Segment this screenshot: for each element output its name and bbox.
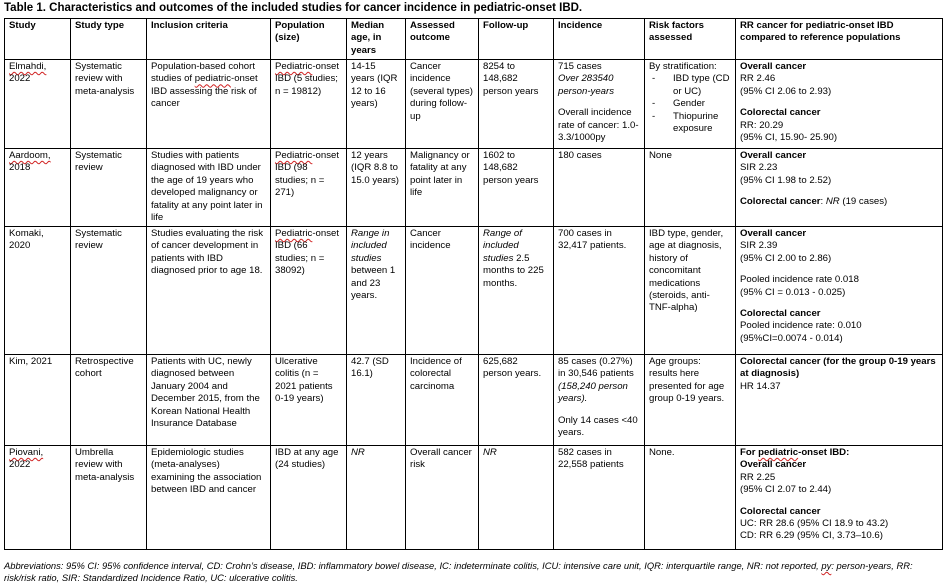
header-population: Population (size) <box>271 19 347 60</box>
type-cell: Umbrella review with meta-analysis <box>71 446 147 550</box>
rr-cell: Overall cancer SIR 2.39 (95% CI 2.00 to 2.86) Pooled incidence rate 0.018 (95% CI = 0.013 - 0.025) Colorectal cancer Pooled incidence rate: 0.010 (95%CI=0.0074 - 0.014) <box>736 227 943 355</box>
incidence-cell: 85 cases (0.27%) in 30,546 patients (158,240 person years). Only 14 cases <40 years. <box>554 355 645 446</box>
header-inclusion: Inclusion criteria <box>147 19 271 60</box>
header-rr: RR cancer for pediatric-onset IBD compared to reference populations <box>736 19 943 60</box>
rr-cell: Overall cancer RR 2.46 (95% CI 2.06 to 2.93) Colorectal cancer RR: 20.29 (95% CI, 15.90- 25.90) <box>736 60 943 149</box>
followup-cell: NR <box>479 446 554 550</box>
study-year: 2022 <box>9 73 31 85</box>
header-median-age: Median age, in years <box>347 19 406 60</box>
age-cell: 14-15 years (IQR 12 to 16 years) <box>347 60 406 149</box>
outcome-cell: Cancer incidence <box>406 227 479 355</box>
table-row <box>5 355 943 446</box>
header-type: Study type <box>71 19 147 60</box>
outcome-cell: Cancer incidence (several types) during follow-up <box>406 60 479 149</box>
outcome-cell: Malignancy or fatality at any point later in life <box>406 149 479 227</box>
age-cell: 12 years (IQR 8.8 to 15.0 years) <box>347 149 406 227</box>
list-item: - Gender <box>649 98 731 110</box>
incidence-cell: 582 cases in 22,558 patients <box>554 446 645 550</box>
population-cell: Pediatric-onset IBD (98 studies; n = 271) <box>271 149 347 227</box>
population-cell: Pediatric-onset IBD (5 studies; n = 19812) <box>271 60 347 149</box>
list-item: - IBD type (CD or UC) <box>649 73 731 98</box>
risk-cell: Age groups: results here presented for age group 0-19 years. <box>645 355 736 446</box>
inclusion-cell: Patients with UC, newly diagnosed between January 2004 and December 2015, from the Korean National Health Insurance Database <box>147 355 271 446</box>
header-outcome: Assessed outcome <box>406 19 479 60</box>
study-name: Piovani, <box>9 447 44 458</box>
study-cell <box>5 149 71 227</box>
followup-cell: 625,682 person years. <box>479 355 554 446</box>
header-row <box>5 19 943 60</box>
list-item: - Thiopurine exposure <box>649 111 731 136</box>
study-cell <box>5 227 71 355</box>
header-risk: Risk factors assessed <box>645 19 736 60</box>
inclusion-cell: Population-based cohort studies of pediatric-onset IBD assessing the risk of cancer <box>147 60 271 149</box>
study-name: Aardoom, <box>9 150 51 161</box>
risk-cell: By stratification: - IBD type (CD or UC) - Gender - Thiopurine exposure <box>645 60 736 149</box>
header-study: Study <box>5 19 71 60</box>
study-cell <box>5 60 71 149</box>
study-cell <box>5 355 71 446</box>
header-followup: Follow-up <box>479 19 554 60</box>
inclusion-cell: Studies evaluating the risk of cancer development in patients with IBD diagnosed prior to age 18. <box>147 227 271 355</box>
abbreviations-footnote: Abbreviations: 95% CI: 95% confidence interval, CD: Crohn’s disease, IBD: inflammatory bowel disease, IC: indeterminate colitis, ICU: intensive care unit, IQR: interquartile range, NR: not reported, py: person-years, RR: risk/risk ratio, SIR: Standardized Incidence Ratio, UC: ulcerative colitis. <box>4 560 913 583</box>
incidence-cell: 715 cases Over 283540 person-years Overall incidence rate of cancer: 1.0-3.3/1000py <box>554 60 645 149</box>
study-name: Kim, 2021 <box>9 356 53 367</box>
type-cell: Systematic review with meta-analysis <box>71 60 147 149</box>
age-cell: 42.7 (SD 16.1) <box>347 355 406 446</box>
type-cell: Systematic review <box>71 227 147 355</box>
outcome-cell: Overall cancer risk <box>406 446 479 550</box>
type-cell: Systematic review <box>71 149 147 227</box>
incidence-cell: 180 cases <box>554 149 645 227</box>
type-cell: Retrospective cohort <box>71 355 147 446</box>
study-cell <box>5 446 71 550</box>
population-cell: Pediatric-onset IBD (66 studies; n = 38092) <box>271 227 347 355</box>
table-title: Table 1. Characteristics and outcomes of the included studies for cancer incidence in pediatric-onset IBD. <box>4 2 583 14</box>
population-cell: Ulcerative colitis (n = 2021 patients 0-19 years) <box>271 355 347 446</box>
table-row <box>5 60 943 149</box>
inclusion-cell: Studies with patients diagnosed with IBD under the age of 19 years who developed malignancy or fatality at any point later in life <box>147 149 271 227</box>
population-cell: IBD at any age (24 studies) <box>271 446 347 550</box>
risk-list <box>649 73 731 135</box>
rr-cell: For pediatric-onset IBD: Overall cancer RR 2.25 (95% CI 2.07 to 2.44) Colorectal cancer UC: RR 28.6 (95% CI 18.9 to 43.2) CD: RR 6.29 (95% CI, 3.73–10.6) <box>736 446 943 550</box>
risk-cell: IBD type, gender, age at diagnosis, history of concomitant medications (steroids, anti-TNF-alpha) <box>645 227 736 355</box>
risk-cell: None. <box>645 446 736 550</box>
study-name: Elmahdi, <box>9 61 47 72</box>
outcome-cell: Incidence of colorectal carcinoma <box>406 355 479 446</box>
followup-cell: 8254 to 148,682 person years <box>479 60 554 149</box>
risk-cell: None <box>645 149 736 227</box>
followup-cell: 1602 to 148,682 person years <box>479 149 554 227</box>
inclusion-cell: Epidemiologic studies (meta-analyses) examining the association between IBD and cancer <box>147 446 271 550</box>
age-cell: Range in included studies between 1 and 23 years. <box>347 227 406 355</box>
study-name: Komaki, <box>9 228 44 239</box>
followup-cell: Range of included studies 2.5 months to 225 months. <box>479 227 554 355</box>
incidence-cell: 700 cases in 32,417 patients. <box>554 227 645 355</box>
table-row <box>5 446 943 550</box>
table-row <box>5 149 943 227</box>
studies-table <box>4 18 943 550</box>
study-year: 2022 <box>9 459 31 471</box>
study-year: 2020 <box>9 240 31 252</box>
rr-cell: Overall cancer SIR 2.23 (95% CI 1.98 to 2.52) Colorectal cancer: NR (19 cases) <box>736 149 943 227</box>
age-cell: NR <box>347 446 406 550</box>
study-year: 2018 <box>9 162 31 174</box>
table-row <box>5 227 943 355</box>
header-incidence: Incidence <box>554 19 645 60</box>
rr-cell: Colorectal cancer (for the group 0-19 years at diagnosis) HR 14.37 <box>736 355 943 446</box>
